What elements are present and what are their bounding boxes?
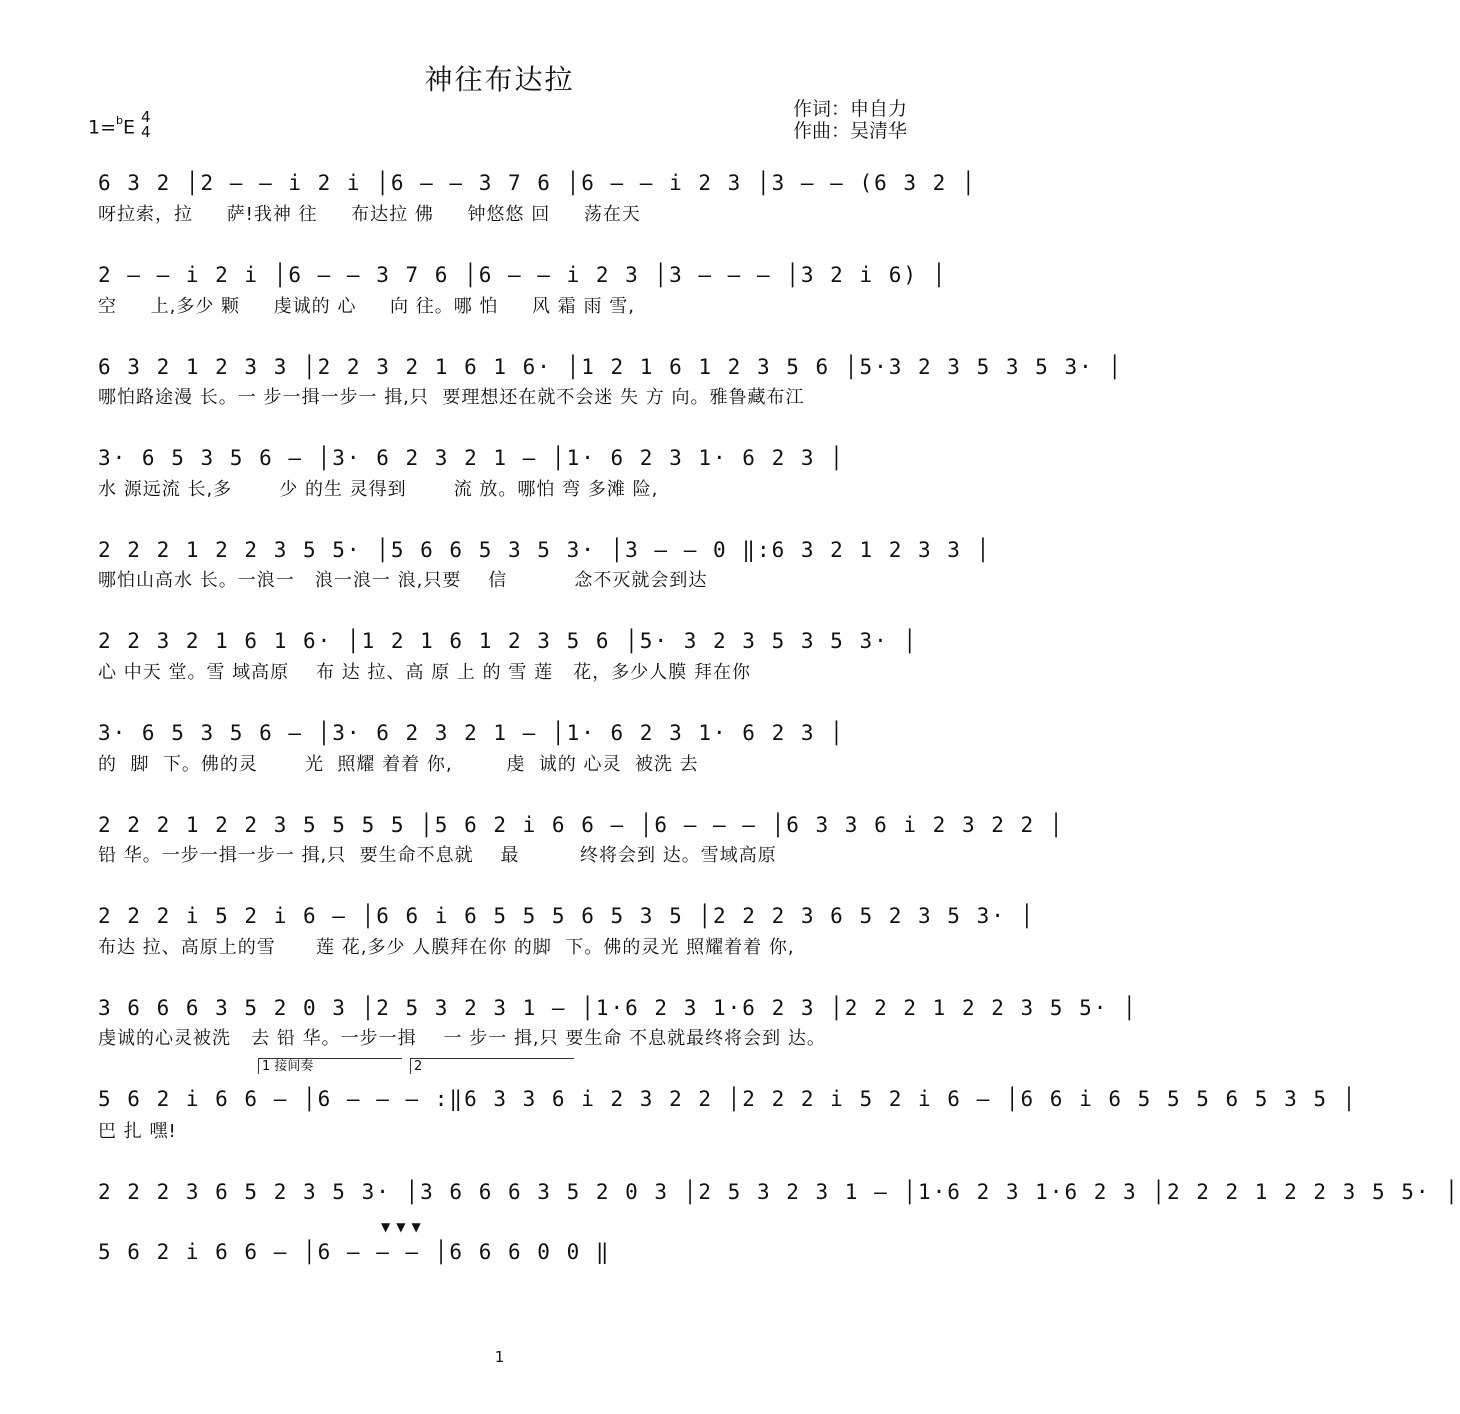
page-number: 1 — [494, 1348, 505, 1366]
volta-first-ending: 1 接间奏 — [258, 1058, 402, 1074]
music-line: 2 2 2 1 2 2 3 5 5· │5 6 6 5 3 5 3· │3 — — 0 ‖:6 3 2 1 2 3 3 │ — [98, 538, 992, 562]
lyric-line: 布达 拉、高原上的雪 莲 花,多少 人膜拜在你 的脚 下。佛的灵光 照耀着着 你, — [98, 937, 795, 958]
music-line: 3· 6 5 3 5 6 — │3· 6 2 3 2 1 — │1· 6 2 3 1· 6 2 3 │ — [98, 721, 845, 745]
music-line: 6 3 2 │2 — — i 2 i │6 — — 3 7 6 │6 — — i 2 3 │3 — — (6 3 2 │ — [98, 171, 977, 195]
lyric-line: 心 中天 堂。雪 域高原 布 达 拉、高 原 上 的 雪 莲 花，多少人膜 拜在你 — [98, 662, 751, 683]
composer: 作曲：吴清华 — [793, 120, 908, 142]
lyric-line: 哪怕路途漫 长。一 步一揖一步一 揖,只 要理想还在就不会迷 失 方 向。雅鲁藏布江 — [98, 387, 805, 408]
key-flat: b — [116, 114, 123, 127]
time-numerator: 4 — [141, 108, 151, 126]
music-line: 2 2 2 3 6 5 2 3 5 3· │3 6 6 6 3 5 2 0 3 │2 5 3 2 3 1 — │1·6 2 3 1·6 2 3 │2 2 2 1 2 2 3 5 5· │ — [98, 1180, 1460, 1204]
fermata-marks: ▼▼▼ — [381, 1220, 427, 1234]
music-line: 6 3 2 1 2 3 3 │2 2 3 2 1 6 1 6· │1 2 1 6 1 2 3 5 6 │5·3 2 3 5 3 5 3· │ — [98, 355, 1124, 379]
lyric-line: 空 上,多少 颗 虔诚的 心 向 往。哪 怕 风 霜 雨 雪, — [98, 296, 635, 317]
lyric-line: 水 源远流 长,多 少 的生 灵得到 流 放。哪怕 弯 多滩 险, — [98, 479, 659, 500]
time-signature — [141, 110, 151, 140]
lyric-line: 呀拉索，拉 萨!我神 往 布达拉 佛 钟悠悠 回 荡在天 — [98, 204, 641, 225]
music-line: 5 6 2 i 6 6 — │6 — — — :‖6 3 3 6 i 2 3 2 2 │2 2 2 i 5 2 i 6 — │6 6 i 6 5 5 5 6 5 3 5 │ — [98, 1087, 1358, 1111]
lyric-line: 铅 华。一步一揖一步一 揖,只 要生命不息就 最 终将会到 达。雪域高原 — [98, 845, 777, 866]
music-line: 2 2 2 i 5 2 i 6 — │6 6 i 6 5 5 5 6 5 3 5 │2 2 2 3 6 5 2 3 5 3· │ — [98, 904, 1036, 928]
lyric-line: 的 脚 下。佛的灵 光 照耀 着着 你, 虔 诚的 心灵 被洗 去 — [98, 754, 699, 775]
lyric-line: 虔诚的心灵被洗 去 铅 华。一步一揖 一 步一 揖,只 要生命 不息就最终将会到 达。 — [98, 1028, 826, 1049]
lyricist: 作词：申自力 — [793, 98, 908, 120]
music-line: 2 2 3 2 1 6 1 6· │1 2 1 6 1 2 3 5 6 │5· 3 2 3 5 3 5 3· │ — [98, 629, 919, 653]
song-title: 神往布达拉 — [424, 63, 575, 96]
key-note: E — [123, 116, 136, 139]
credits — [793, 98, 907, 142]
music-line: 5 6 2 i 6 6 — │6 — — — │6 6 6 0 0 ‖ — [98, 1240, 611, 1264]
key-signature — [88, 116, 135, 138]
lyric-line: 哪怕山高水 长。一浪一 浪一浪一 浪,只要 信 念不灭就会到达 — [98, 570, 708, 591]
music-line: 2 2 2 1 2 2 3 5 5 5 5 │5 6 2 i 6 6 — │6 — — — │6 3 3 6 i 2 3 2 2 │ — [98, 813, 1065, 837]
time-denominator: 4 — [141, 123, 151, 141]
key-prefix: 1= — [88, 116, 117, 139]
music-line: 3· 6 5 3 5 6 — │3· 6 2 3 2 1 — │1· 6 2 3 1· 6 2 3 │ — [98, 446, 845, 470]
music-line: 2 — — i 2 i │6 — — 3 7 6 │6 — — i 2 3 │3 — — — │3 2 i 6) │ — [98, 263, 948, 287]
lyric-line: 巴 扎 嘿! — [98, 1121, 177, 1142]
music-line: 3 6 6 6 3 5 2 0 3 │2 5 3 2 3 1 — │1·6 2 3 1·6 2 3 │2 2 2 1 2 2 3 5 5· │ — [98, 996, 1138, 1020]
volta-second-ending: 2 — [410, 1058, 574, 1074]
